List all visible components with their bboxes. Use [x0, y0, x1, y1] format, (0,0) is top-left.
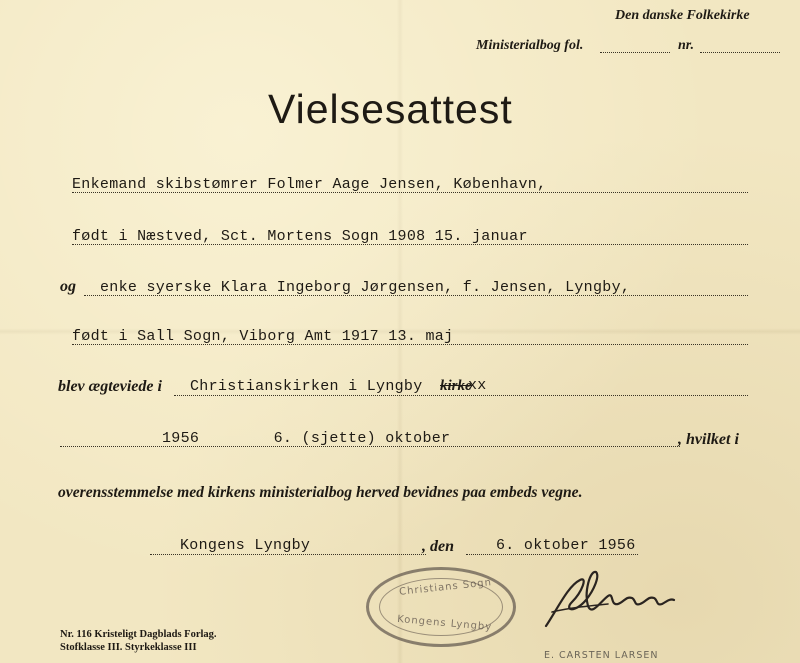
marriage-date: 1956 6. (sjette) oktober: [162, 430, 451, 447]
register-nr-line: [700, 52, 780, 53]
bride-line-2: født i Sall Sogn, Viborg Amt 1917 13. maj: [72, 328, 454, 345]
stamp-bottom-text: Kongens Lyngby: [396, 613, 493, 634]
church-name: Den danske Folkekirke: [615, 8, 750, 23]
church-of-marriage: Christianskirken i Lyngby: [190, 378, 423, 395]
hvilket-label: , hvilket i: [678, 431, 739, 448]
groom-line-2: født i Næstved, Sct. Mortens Sogn 1908 15. januar: [72, 228, 528, 245]
printed-name-stamp: E. CARSTEN LARSEN: [544, 650, 659, 661]
pastor-signature: [538, 562, 678, 640]
den-label: , den: [422, 538, 454, 555]
married-in-label: blev ægteviede i: [58, 378, 162, 395]
signing-place: Kongens Lyngby: [180, 537, 311, 554]
bride-line-1: enke syerske Klara Ingeborg Jørgensen, f. Jensen, Lyngby,: [100, 279, 631, 296]
struck-kirke-word: kirke: [440, 378, 472, 394]
marriage-date-dots: [60, 446, 680, 447]
signing-date-dots: [466, 554, 638, 555]
kirke-overtype: xx: [468, 377, 487, 394]
paper-class-line: Stofklasse III. Styrkeklasse III: [60, 642, 197, 653]
signing-date: 6. oktober 1956: [496, 537, 636, 554]
og-label: og: [60, 278, 76, 295]
bride-line-2-dots: [72, 344, 748, 345]
publisher-line: Nr. 116 Kristeligt Dagblads Forlag.: [60, 629, 217, 640]
stamp-top-text: Christians Sogn: [398, 577, 493, 598]
signature-scribble-icon: [538, 562, 678, 640]
register-fol-line: [600, 52, 670, 53]
groom-line-1-dots: [72, 192, 748, 193]
number-label: nr.: [678, 38, 694, 53]
attestation-statement: overensstemmelse med kirkens ministerialbog herved bevidnes paa embeds vegne.: [58, 484, 583, 501]
married-in-dots: [174, 395, 748, 396]
document-title: Vielsesattest: [268, 86, 513, 132]
signing-place-dots: [150, 554, 426, 555]
groom-line-1: Enkemand skibstømrer Folmer Aage Jensen, København,: [72, 176, 547, 193]
register-label: Ministerialbog fol.: [476, 38, 584, 53]
parish-stamp: [366, 567, 516, 647]
groom-line-2-dots: [72, 244, 748, 245]
bride-line-1-dots: [84, 295, 748, 296]
